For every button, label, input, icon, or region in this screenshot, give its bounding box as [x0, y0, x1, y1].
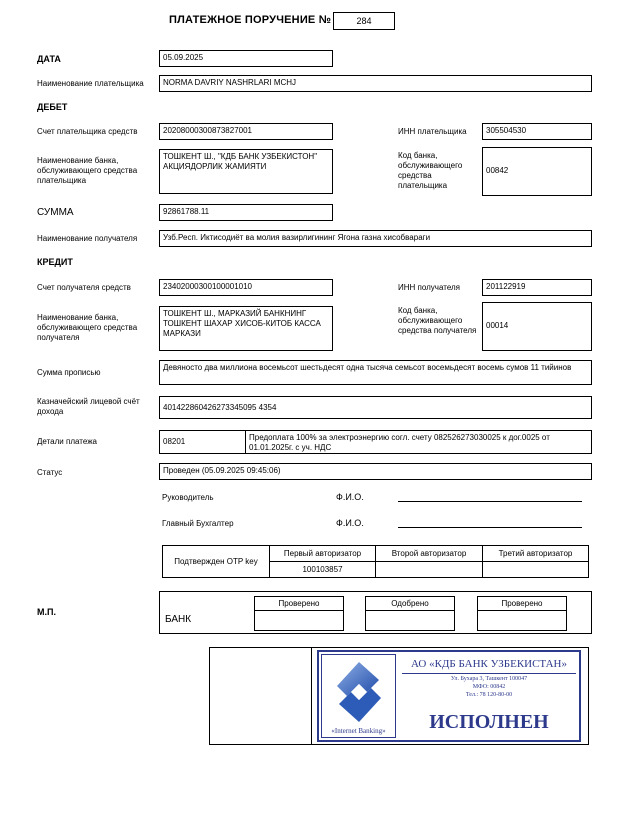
credit-account-label: Счет получателя средств: [37, 283, 131, 292]
first-authorizer-label: Первый авторизатор: [269, 545, 376, 562]
approved-box: [365, 610, 455, 631]
stamp-address: Ул. Бухара 3, Ташкент 100047: [450, 676, 528, 682]
debit-bank-code-value: 00842: [482, 147, 592, 196]
stamp-divider: [311, 647, 312, 745]
recipient-value: Узб.Респ. Иктисодиёт ва молия вазирлигининг Ягона газна хисобвараги: [159, 230, 592, 247]
otp-label: Подтвержден OTP key: [162, 545, 270, 578]
debit-bank-code-label: Код банка, обслуживающего средства плательщика: [398, 151, 463, 190]
debit-bank-value: ТОШКЕНТ Ш., "КДБ БАНК УЗБЕКИСТОН" АКЦИЯДОРЛИК ЖАМИЯТИ: [159, 149, 333, 194]
treasury-value: 401422860426273345095 4354: [159, 396, 592, 419]
status-value: Проведен (05.09.2025 09:45:06): [159, 463, 592, 480]
amount-words-label: Сумма прописью: [37, 368, 101, 377]
credit-bank-label: Наименование банка, обслуживающего средства получателя: [37, 313, 138, 342]
document-number: 284: [333, 12, 395, 30]
treasury-label: Казначейский лицевой счёт дохода: [37, 397, 140, 416]
details-code: 08201: [159, 430, 246, 454]
checked-box-1: [254, 610, 344, 631]
third-authorizer-label: Третий авторизатор: [482, 545, 589, 562]
third-authorizer-value: [482, 561, 589, 578]
checked-box-2: [477, 610, 567, 631]
date-value: 05.09.2025: [159, 50, 333, 67]
credit-account-value: 23402000300100001010: [159, 279, 333, 296]
second-authorizer-value: [375, 561, 483, 578]
stamp-underline: [402, 673, 576, 674]
debit-account-value: 20208000300873827001: [159, 123, 333, 140]
credit-bank-value: ТОШКЕНТ Ш., МАРКАЗИЙ БАНКНИНГ ТОШКЕНТ ШАХАР ХИСОБ-КИТОБ КАССА МАРКАЗИ: [159, 306, 333, 351]
date-label: ДАТА: [37, 54, 61, 64]
checked-label-2: Проверено: [477, 596, 567, 611]
payer-label: Наименование плательщика: [37, 79, 144, 88]
debit-header: ДЕБЕТ: [37, 102, 68, 112]
first-authorizer-value: 100103857: [269, 561, 376, 578]
head-signature-line: [398, 501, 582, 502]
debit-inn-value: 305504530: [482, 123, 592, 140]
accountant-signature-line: [398, 527, 582, 528]
credit-inn-value: 201122919: [482, 279, 592, 296]
debit-bank-label: Наименование банка, обслуживающего средства плательщика: [37, 156, 138, 185]
credit-bank-code-value: 00014: [482, 302, 592, 351]
amount-label: СУММА: [37, 207, 74, 218]
amount-words-value: Девяносто два миллиона восемьсот шестьдесят одна тысяча семьсот восемьдесят восемь сумов 11 тийинов: [159, 360, 592, 385]
credit-header: КРЕДИТ: [37, 257, 73, 267]
recipient-label: Наименование получателя: [37, 234, 138, 243]
details-value: Предоплата 100% за электроэнергию согл. счету 082526273030025 к дог.0025 от 01.01.2025г. с уч. НДС: [245, 430, 592, 454]
payer-value: NORMA DAVRIY NASHRLARI MCHJ: [159, 75, 592, 92]
approved-label: Одобрено: [365, 596, 455, 611]
credit-bank-code-label: Код банка, обслуживающего средства получателя: [398, 306, 477, 335]
bank-label: БАНК: [165, 614, 192, 625]
mp-label: М.П.: [37, 607, 56, 617]
second-authorizer-label: Второй авторизатор: [375, 545, 483, 562]
stamp-status: ИСПОЛНЕН: [429, 711, 549, 733]
head-label: Руководитель: [162, 493, 214, 502]
stamp-mfo: МФО: 00842: [472, 684, 506, 690]
accountant-label: Главный Бухгалтер: [162, 519, 234, 528]
credit-inn-label: ИНН получателя: [398, 283, 460, 292]
details-label: Детали платежа: [37, 437, 97, 446]
stamp-phone: Тел.: 78 120-80-00: [465, 692, 513, 698]
head-fio-label: Ф.И.О.: [336, 492, 364, 502]
amount-value: 92861788.11: [159, 204, 333, 221]
kdb-bank-logo-icon: [327, 660, 391, 724]
debit-inn-label: ИНН плательщика: [398, 127, 467, 136]
accountant-fio-label: Ф.И.О.: [336, 518, 364, 528]
document-title: ПЛАТЕЖНОЕ ПОРУЧЕНИЕ №: [169, 14, 332, 26]
internet-banking-text: «Internet Banking»: [331, 727, 386, 735]
stamp-bank-name: АО «КДБ БАНК УЗБЕКИСТАН»: [410, 658, 567, 670]
status-label: Статус: [37, 468, 63, 477]
debit-account-label: Счет плательщика средств: [37, 127, 138, 136]
checked-label-1: Проверено: [254, 596, 344, 611]
